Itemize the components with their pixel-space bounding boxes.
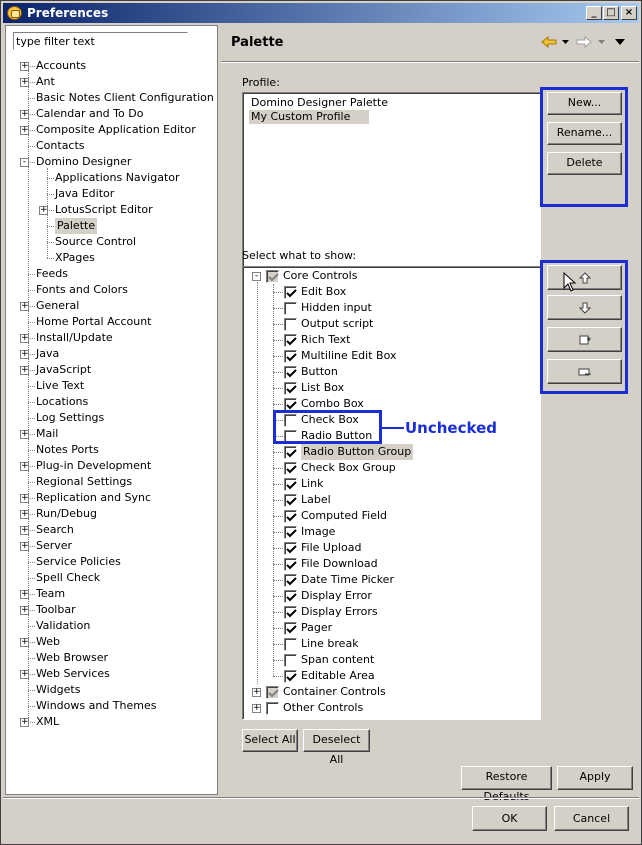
expand-icon[interactable]: + bbox=[21, 589, 29, 599]
control-checkbox[interactable] bbox=[284, 670, 297, 683]
expand-icon[interactable]: + bbox=[21, 109, 29, 119]
control-checkbox[interactable] bbox=[284, 510, 297, 523]
deselect-all-button[interactable]: Deselect All bbox=[303, 729, 370, 752]
control-item[interactable]: Pager bbox=[301, 621, 333, 634]
control-checkbox[interactable] bbox=[284, 350, 297, 363]
expand-icon[interactable]: + bbox=[40, 205, 48, 215]
checkmark-icon bbox=[286, 592, 297, 603]
expand-icon[interactable]: + bbox=[21, 605, 29, 615]
expand-icon[interactable]: + bbox=[21, 509, 29, 519]
footer-separator bbox=[3, 797, 639, 799]
container-controls-label[interactable]: Container Controls bbox=[283, 685, 386, 698]
checkmark-icon bbox=[286, 576, 297, 587]
annotation-connector bbox=[382, 426, 404, 430]
checkmark-icon bbox=[286, 480, 297, 491]
checkmark-icon bbox=[268, 688, 279, 699]
profile-item-selected[interactable]: My Custom Profile bbox=[249, 110, 369, 124]
control-checkbox[interactable] bbox=[284, 526, 297, 539]
control-checkbox[interactable] bbox=[284, 590, 297, 603]
expand-icon[interactable]: + bbox=[21, 637, 29, 647]
control-item[interactable]: Radio Button Group bbox=[303, 445, 412, 458]
mouse-cursor-icon bbox=[563, 272, 577, 292]
tree-item[interactable]: Toolbar bbox=[36, 603, 76, 616]
control-item[interactable]: Button bbox=[301, 365, 338, 378]
tree-item[interactable]: Composite Application Editor bbox=[36, 123, 196, 136]
control-checkbox[interactable] bbox=[284, 286, 297, 299]
control-item[interactable]: Combo Box bbox=[301, 397, 364, 410]
show-label: Select what to show: bbox=[242, 249, 357, 262]
collapse-icon[interactable]: - bbox=[252, 272, 261, 281]
control-checkbox[interactable] bbox=[284, 542, 297, 555]
tree-item[interactable]: Locations bbox=[36, 395, 89, 408]
control-item[interactable]: Check Box bbox=[301, 413, 359, 426]
view-menu-icon[interactable] bbox=[615, 39, 625, 46]
tree-item[interactable]: Service Policies bbox=[36, 555, 121, 568]
control-item[interactable]: Display Error bbox=[301, 589, 372, 602]
tree-item[interactable]: LotusScript Editor bbox=[55, 203, 153, 216]
title-separator bbox=[221, 61, 639, 63]
tree-item[interactable]: XML bbox=[36, 715, 60, 728]
control-checkbox[interactable] bbox=[284, 382, 297, 395]
tree-item[interactable]: Team bbox=[36, 587, 66, 600]
expand-icon[interactable]: + bbox=[21, 429, 29, 439]
control-item[interactable]: Image bbox=[301, 525, 336, 538]
control-checkbox[interactable] bbox=[284, 638, 297, 651]
tree-item[interactable]: Domino Designer bbox=[36, 155, 132, 168]
other-controls-label[interactable]: Other Controls bbox=[283, 701, 364, 714]
control-item[interactable]: Edit Box bbox=[301, 285, 347, 298]
control-item[interactable]: Link bbox=[301, 477, 324, 490]
preferences-tree-pane bbox=[5, 25, 218, 795]
minimize-icon[interactable]: _ bbox=[586, 6, 602, 20]
forward-dropdown-icon[interactable] bbox=[598, 40, 605, 45]
expand-icon[interactable]: + bbox=[21, 365, 29, 375]
expand-icon[interactable]: + bbox=[21, 349, 29, 359]
checkmark-icon bbox=[286, 464, 297, 475]
control-checkbox[interactable] bbox=[284, 366, 297, 379]
apply-button[interactable]: Apply bbox=[557, 766, 633, 790]
control-item[interactable]: Display Errors bbox=[301, 605, 378, 618]
control-item[interactable]: Computed Field bbox=[301, 509, 388, 522]
forward-arrow-icon[interactable] bbox=[576, 36, 592, 48]
tree-item[interactable]: Web Browser bbox=[36, 651, 109, 664]
controls-tree[interactable] bbox=[242, 266, 541, 720]
control-checkbox[interactable] bbox=[284, 302, 297, 315]
tree-item[interactable]: Plug-in Development bbox=[36, 459, 152, 472]
remove-button[interactable] bbox=[547, 359, 622, 384]
tree-item[interactable]: Widgets bbox=[36, 683, 81, 696]
ok-button[interactable]: OK bbox=[472, 806, 547, 831]
checkmark-icon bbox=[286, 384, 297, 395]
tree-item[interactable]: JavaScript bbox=[36, 363, 92, 376]
control-item[interactable]: Multiline Edit Box bbox=[301, 349, 397, 362]
expand-icon[interactable]: + bbox=[21, 493, 29, 503]
tree-item[interactable]: Mail bbox=[36, 427, 59, 440]
control-item[interactable]: Check Box Group bbox=[301, 461, 396, 474]
control-checkbox[interactable] bbox=[284, 446, 297, 459]
tree-item[interactable]: Windows and Themes bbox=[36, 699, 157, 712]
tree-item[interactable]: Live Text bbox=[36, 379, 85, 392]
expand-icon[interactable]: + bbox=[21, 333, 29, 343]
move-up-button[interactable] bbox=[547, 265, 622, 290]
expand-icon[interactable]: + bbox=[21, 77, 29, 87]
checkmark-icon bbox=[286, 528, 297, 539]
select-all-button[interactable]: Select All bbox=[242, 729, 298, 752]
tree-item[interactable]: Feeds bbox=[36, 267, 68, 280]
collapse-icon[interactable]: - bbox=[20, 158, 29, 167]
back-arrow-icon[interactable] bbox=[541, 36, 557, 48]
checkmark-icon bbox=[286, 624, 297, 635]
tree-item[interactable]: Basic Notes Client Configuration bbox=[36, 91, 214, 104]
tree-item[interactable]: Calendar and To Do bbox=[36, 107, 144, 120]
checkmark-icon bbox=[286, 560, 297, 571]
expand-icon[interactable]: + bbox=[21, 669, 29, 679]
unchecked-annotation: Unchecked bbox=[405, 419, 497, 437]
control-checkbox[interactable] bbox=[284, 334, 297, 347]
control-item[interactable]: File Download bbox=[301, 557, 378, 570]
arrow-down-icon bbox=[579, 302, 591, 314]
tree-item[interactable]: Replication and Sync bbox=[36, 491, 152, 504]
control-item[interactable]: Line break bbox=[301, 637, 359, 650]
control-checkbox[interactable] bbox=[284, 574, 297, 587]
control-checkbox[interactable] bbox=[284, 622, 297, 635]
back-dropdown-icon[interactable] bbox=[562, 40, 569, 45]
tree-item[interactable]: Notes Ports bbox=[36, 443, 99, 456]
profile-list[interactable] bbox=[242, 92, 541, 268]
expand-icon[interactable]: + bbox=[21, 301, 29, 311]
tree-item[interactable]: Java bbox=[36, 347, 60, 360]
control-checkbox[interactable] bbox=[284, 494, 297, 507]
filter-input[interactable] bbox=[13, 32, 188, 50]
move-down-button[interactable] bbox=[547, 295, 622, 320]
tree-item[interactable]: Source Control bbox=[55, 235, 137, 248]
tree-item[interactable]: XPages bbox=[55, 251, 95, 264]
tree-item[interactable]: Applications Navigator bbox=[55, 171, 180, 184]
tree-item[interactable]: Log Settings bbox=[36, 411, 105, 424]
checkmark-icon bbox=[286, 496, 297, 507]
tree-item[interactable]: Ant bbox=[36, 75, 55, 88]
control-checkbox[interactable] bbox=[284, 558, 297, 571]
checkmark-icon bbox=[286, 512, 297, 523]
container-controls-checkbox[interactable] bbox=[266, 686, 279, 699]
notes-app-icon bbox=[7, 6, 22, 20]
tree-item[interactable]: Run/Debug bbox=[36, 507, 97, 520]
maximize-icon[interactable]: □ bbox=[603, 6, 619, 20]
delete-profile-button[interactable]: Delete bbox=[547, 152, 622, 175]
tree-item[interactable]: General bbox=[36, 299, 80, 312]
window-title: Preferences bbox=[27, 6, 109, 20]
page-title: Palette bbox=[231, 35, 284, 50]
tree-item[interactable]: Web bbox=[36, 635, 60, 648]
tree-item[interactable]: Server bbox=[36, 539, 73, 552]
control-item[interactable]: Rich Text bbox=[301, 333, 351, 346]
unchecked-highlight bbox=[273, 410, 382, 444]
remove-icon bbox=[578, 366, 592, 378]
checkmark-icon bbox=[286, 544, 297, 555]
core-controls-checkbox[interactable] bbox=[266, 270, 279, 283]
checkmark-icon bbox=[268, 272, 279, 283]
core-controls-label[interactable]: Core Controls bbox=[283, 269, 358, 282]
control-item[interactable]: Radio Button bbox=[301, 429, 373, 442]
control-checkbox[interactable] bbox=[284, 478, 297, 491]
control-checkbox[interactable] bbox=[284, 318, 297, 331]
tree-item[interactable]: Validation bbox=[36, 619, 91, 632]
profile-label: Profile: bbox=[242, 76, 280, 89]
control-item[interactable]: File Upload bbox=[301, 541, 362, 554]
tree-item[interactable]: Contacts bbox=[36, 139, 85, 152]
checkmark-icon bbox=[286, 368, 297, 379]
arrow-up-icon bbox=[579, 272, 591, 284]
tree-item[interactable]: Palette bbox=[57, 219, 96, 232]
add-button[interactable] bbox=[547, 327, 622, 352]
expand-icon[interactable]: + bbox=[21, 61, 29, 71]
preference-page bbox=[221, 25, 639, 803]
checkmark-icon bbox=[286, 352, 297, 363]
expand-icon[interactable]: + bbox=[21, 541, 29, 551]
other-controls-checkbox[interactable] bbox=[266, 702, 279, 715]
control-item[interactable]: Date Time Picker bbox=[301, 573, 394, 586]
control-item[interactable]: Editable Area bbox=[301, 669, 375, 682]
checkmark-icon bbox=[286, 672, 297, 683]
checkmark-icon bbox=[286, 448, 297, 459]
control-checkbox[interactable] bbox=[284, 462, 297, 475]
control-item[interactable]: Hidden input bbox=[301, 301, 372, 314]
expand-icon[interactable]: + bbox=[21, 461, 29, 471]
tree-item[interactable]: Regional Settings bbox=[36, 475, 133, 488]
control-item[interactable]: Label bbox=[301, 493, 331, 506]
close-icon[interactable]: × bbox=[621, 6, 637, 20]
title-bar[interactable] bbox=[3, 3, 639, 23]
checkmark-icon bbox=[286, 336, 297, 347]
new-profile-button[interactable]: New... bbox=[547, 92, 622, 115]
tree-item[interactable]: Fonts and Colors bbox=[36, 283, 128, 296]
expand-icon[interactable]: + bbox=[253, 687, 261, 697]
expand-icon[interactable]: + bbox=[21, 125, 29, 135]
profile-item[interactable]: Domino Designer Palette bbox=[251, 96, 389, 109]
expand-icon[interactable]: + bbox=[253, 703, 261, 713]
cancel-button[interactable]: Cancel bbox=[554, 806, 629, 831]
tree-item[interactable]: Java Editor bbox=[55, 187, 115, 200]
control-checkbox[interactable] bbox=[284, 654, 297, 667]
expand-icon[interactable]: + bbox=[21, 717, 29, 727]
control-item[interactable]: Span content bbox=[301, 653, 375, 666]
tree-item[interactable]: Home Portal Account bbox=[36, 315, 152, 328]
tree-item[interactable]: Spell Check bbox=[36, 571, 101, 584]
restore-defaults-button[interactable]: Restore Defaults bbox=[461, 766, 552, 790]
expand-icon[interactable]: + bbox=[21, 525, 29, 535]
control-item[interactable]: List Box bbox=[301, 381, 345, 394]
checkmark-icon bbox=[286, 288, 297, 299]
control-checkbox[interactable] bbox=[284, 606, 297, 619]
checkmark-icon bbox=[286, 608, 297, 619]
tree-item[interactable]: Install/Update bbox=[36, 331, 113, 344]
tree-item[interactable]: Accounts bbox=[36, 59, 87, 72]
add-icon bbox=[578, 334, 592, 346]
control-item[interactable]: Output script bbox=[301, 317, 374, 330]
rename-profile-button[interactable]: Rename... bbox=[547, 122, 622, 145]
tree-item[interactable]: Web Services bbox=[36, 667, 110, 680]
tree-item[interactable]: Search bbox=[36, 523, 74, 536]
